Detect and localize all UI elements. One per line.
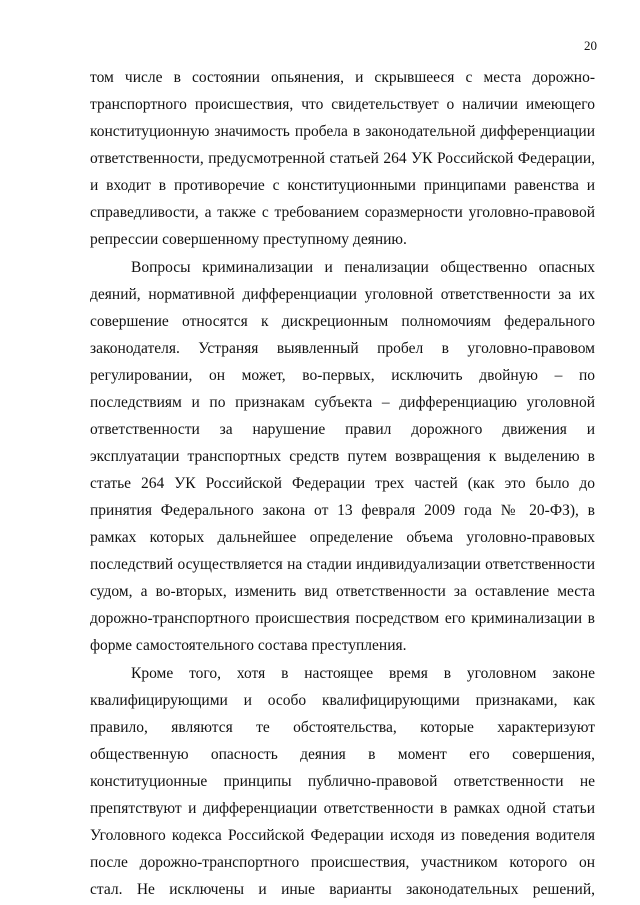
text-line: совершение относятся к дискреционным полномочиям федерального	[90, 313, 595, 330]
text-line: справедливости, а также с требованием соразмерности уголовно-правовой	[90, 204, 595, 221]
page-number: 20	[584, 38, 597, 53]
text-line: правило, являются те обстоятельства, которые характеризуют	[90, 719, 595, 736]
text-line: препятствуют и дифференциации ответственности в рамках одной статьи	[90, 800, 595, 817]
text-line: дорожно-транспортного происшествия посредством его криминализации в	[90, 610, 595, 627]
text-line: после дорожно-транспортного происшествия, участником которого он	[90, 854, 595, 871]
text-line: ответственности, предусмотренной статьей 264 УК Российской Федерации,	[90, 150, 595, 167]
text-line: конституционные принципы публично-правовой ответственности не	[90, 773, 595, 790]
text-line: принятия Федерального закона от 13 февраля 2009 года № 20-ФЗ), в	[90, 502, 595, 519]
text-line: и входит в противоречие с конституционными принципами равенства и	[90, 177, 595, 194]
text-line: стал. Не исключены и иные варианты законодательных решений,	[90, 881, 595, 898]
text-line: том числе в состоянии опьянения, и скрывшееся с места дорожно-	[90, 69, 595, 86]
text-line: транспортного происшествия, что свидетельствует о наличии имеющего	[90, 96, 595, 113]
text-line: Кроме того, хотя в настоящее время в уголовном законе	[131, 665, 595, 682]
text-line: форме самостоятельного состава преступления.	[90, 637, 407, 654]
text-line: судом, а во-вторых, изменить вид ответственности за оставление места	[90, 583, 595, 600]
text-line: общественную опасность деяния в момент его совершения,	[90, 746, 595, 763]
text-line: последствий осуществляется на стадии индивидуализации ответственности	[90, 556, 595, 573]
text-line: регулировании, он может, во-первых, исключить двойную – по	[90, 367, 595, 384]
text-line: законодателя. Устраняя выявленный пробел в уголовно-правовом	[90, 340, 595, 357]
text-line: репрессии совершенному преступному деянию.	[90, 231, 407, 248]
text-line: Уголовного кодекса Российской Федерации исходя из поведения водителя	[90, 827, 595, 844]
text-line: рамках которых дальнейшее определение объема уголовно-правовых	[90, 529, 595, 546]
text-line: квалифицирующими и особо квалифицирующими признаками, как	[90, 692, 595, 709]
text-line: ответственности за нарушение правил дорожного движения и	[90, 421, 595, 438]
text-line: конституционную значимость пробела в законодательной дифференциации	[90, 123, 595, 140]
text-line: Вопросы криминализации и пенализации общественно опасных	[131, 259, 595, 276]
text-line: последствиям и по признакам субъекта – дифференциацию уголовной	[90, 394, 595, 411]
text-line: деяний, нормативной дифференциации уголовной ответственности за их	[90, 286, 595, 303]
text-line: статье 264 УК Российской Федерации трех частей (как это было до	[90, 475, 595, 492]
text-line: эксплуатации транспортных средств путем возвращения к выделению в	[90, 448, 595, 465]
